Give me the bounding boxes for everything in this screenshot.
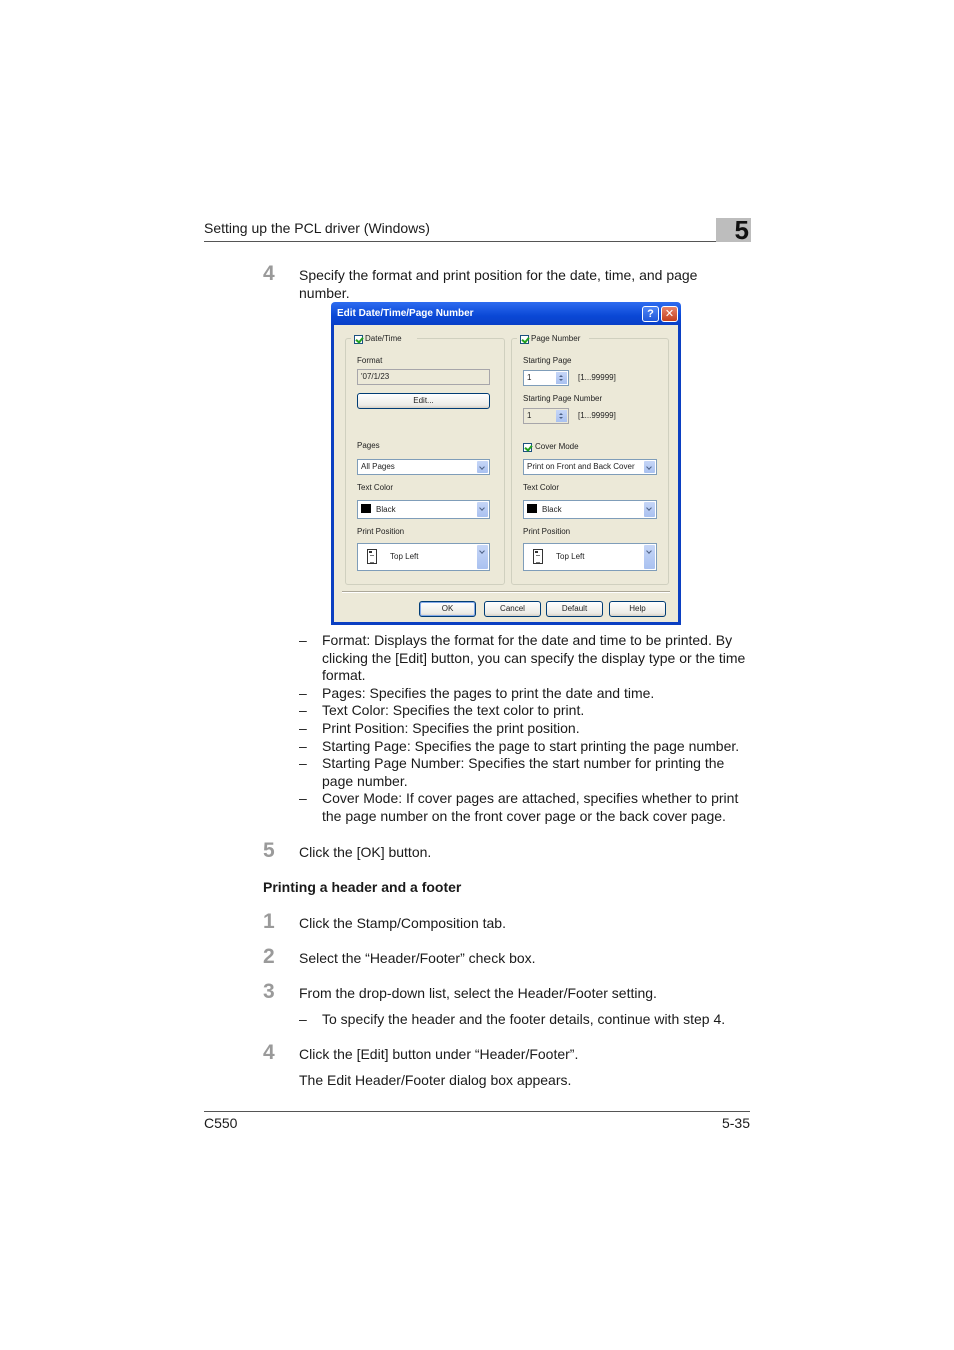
print-position-value: Top Left [556, 552, 585, 561]
list-item: – Starting Page Number: Specifies the start number for printing the page number. [299, 755, 725, 789]
dialog-body [334, 325, 678, 622]
header-divider [204, 241, 716, 242]
list-item: – Text Color: Specifies the text color to print. [299, 702, 585, 719]
chevron-down-icon[interactable] [477, 545, 488, 569]
spin-arrows-icon[interactable] [556, 410, 567, 422]
page-position-icon [533, 549, 543, 564]
starting-page-number-range: [1...99999] [578, 411, 616, 420]
list-item: – Starting Page: Specifies the page to start printing the page number. [299, 737, 740, 754]
footer-divider [204, 1111, 750, 1112]
step-result: The Edit Header/Footer dialog box appears. [299, 1072, 572, 1088]
starting-page-number-stepper[interactable] [523, 408, 569, 424]
list-item: – Pages: Specifies the pages to print the date and time. [299, 684, 655, 701]
cover-mode-checkbox[interactable] [523, 443, 532, 452]
starting-page-label: Starting Page [523, 356, 572, 365]
text-color-dropdown[interactable] [357, 500, 490, 519]
pages-label: Pages [357, 441, 380, 450]
chevron-down-icon[interactable] [644, 545, 655, 569]
print-position-dropdown[interactable] [523, 543, 657, 571]
step-number: 3 [263, 980, 275, 1003]
datetime-checkbox[interactable] [354, 335, 363, 344]
running-header-title: Setting up the PCL driver (Windows) [204, 220, 430, 236]
default-button[interactable]: Default [546, 601, 603, 617]
chevron-down-icon[interactable] [477, 502, 488, 517]
print-position-value: Top Left [390, 552, 419, 561]
color-swatch [361, 504, 371, 513]
page-number-checkbox[interactable] [520, 335, 529, 344]
step-text: Click the Stamp/Composition tab. [299, 915, 506, 931]
step-text: Select the “Header/Footer” check box. [299, 950, 536, 966]
list-item: – Print Position: Specifies the print position. [299, 719, 580, 736]
datetime-label: Date/Time [365, 334, 402, 343]
format-label: Format [357, 356, 383, 365]
step-number: 4 [263, 262, 275, 285]
list-item: – Format: Displays the format for the date and time to be printed. By clicking the [Edit] button, you can specify the display type or the time format. [299, 632, 746, 684]
cover-mode-label: Cover Mode [535, 442, 579, 451]
chevron-down-icon[interactable] [644, 502, 655, 517]
ok-button[interactable]: OK [419, 601, 476, 617]
chapter-number-tab: 5 [716, 218, 751, 242]
step-text: Click the [OK] button. [299, 844, 432, 860]
step-subnote: – To specify the header and the footer details, continue with step 4. [299, 1011, 726, 1027]
edit-button[interactable]: Edit... [357, 393, 490, 409]
text-color-label: Text Color [523, 483, 560, 492]
help-icon[interactable]: ? [642, 306, 659, 322]
step-text: From the drop-down list, select the Header/Footer setting. [299, 985, 657, 1001]
text-color-label: Text Color [357, 483, 394, 492]
footer-page-number: 5-35 [721, 1115, 750, 1131]
print-position-label: Print Position [523, 527, 571, 536]
print-position-dropdown[interactable] [357, 543, 490, 571]
step-text: Click the [Edit] button under “Header/Footer”. [299, 1046, 579, 1062]
color-swatch [527, 504, 537, 513]
edit-datetime-dialog [331, 302, 681, 625]
starting-page-number-value: 1 [527, 411, 532, 420]
option-descriptions [299, 632, 751, 826]
cancel-button[interactable]: Cancel [484, 601, 541, 617]
section-title: Printing a header and a footer [263, 879, 462, 895]
help-button[interactable]: Help [609, 601, 666, 617]
step-number: 2 [263, 945, 275, 968]
print-position-label: Print Position [357, 527, 405, 536]
pages-value: All Pages [361, 462, 395, 471]
footer-model: C550 [204, 1115, 238, 1131]
cover-mode-value: Print on Front and Back Cover [527, 462, 635, 471]
dialog-titlebar [331, 302, 681, 325]
page-number-label: Page Number [531, 334, 581, 343]
chevron-down-icon[interactable] [477, 461, 488, 473]
step-text: Specify the format and print position for the date, time, and page number. [299, 267, 698, 301]
step-number: 1 [263, 910, 275, 933]
starting-page-value: 1 [527, 373, 532, 382]
list-item: – Cover Mode: If cover pages are attached, specifies whether to print the page number on the front cover page or the back cover page. [299, 790, 739, 824]
pages-dropdown[interactable] [357, 459, 490, 475]
spin-arrows-icon[interactable] [556, 372, 567, 384]
text-color-value: Black [376, 505, 396, 514]
starting-page-range: [1...99999] [578, 373, 616, 382]
dialog-separator [342, 591, 670, 593]
step-number: 4 [263, 1041, 275, 1064]
chevron-down-icon[interactable] [644, 461, 655, 473]
dialog-title: Edit Date/Time/Page Number [337, 308, 474, 319]
close-icon[interactable]: ✕ [661, 306, 678, 322]
starting-page-stepper[interactable] [523, 370, 569, 386]
starting-page-number-label: Starting Page Number [523, 394, 603, 403]
step-number: 5 [263, 839, 275, 862]
cover-mode-dropdown[interactable] [523, 459, 657, 475]
format-field[interactable]: '07/1/23 [357, 369, 490, 385]
text-color-dropdown[interactable] [523, 500, 657, 519]
text-color-value: Black [542, 505, 562, 514]
page-position-icon [367, 549, 377, 564]
